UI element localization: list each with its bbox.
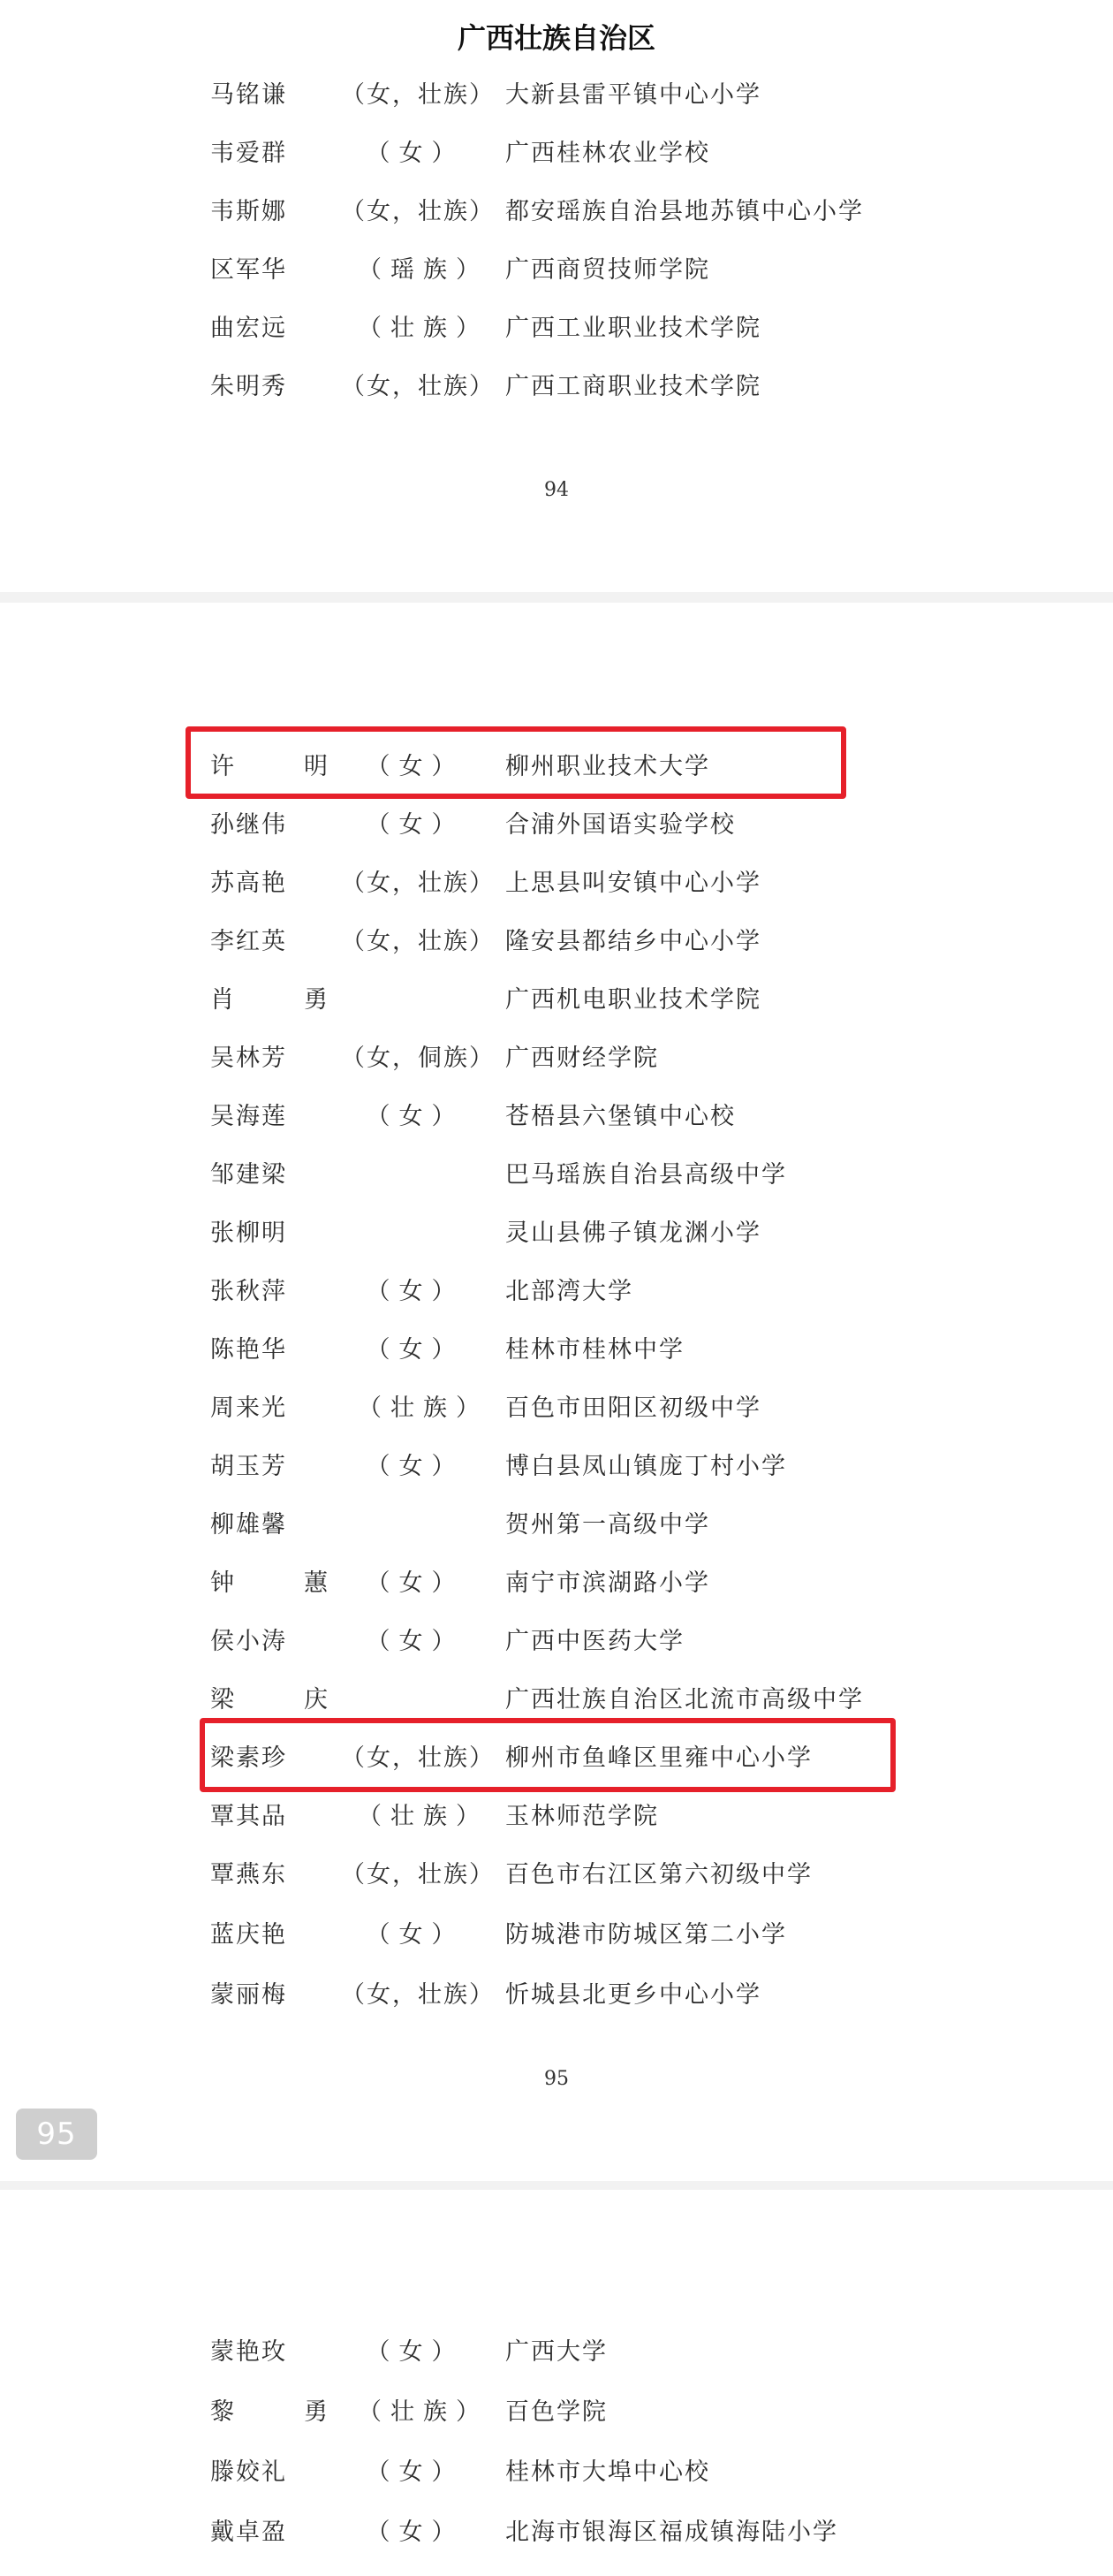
person-tag: （女） [366, 1569, 465, 1597]
school-name: 博白县凤山镇庞丁村小学 [505, 1453, 787, 1480]
list-item [0, 311, 1113, 346]
person-tag: （女，壮族） [341, 1744, 495, 1772]
page-indicator-badge[interactable]: 95 [16, 2109, 97, 2160]
person-tag: （女） [366, 2519, 465, 2546]
highlight-box [200, 1718, 896, 1792]
school-name: 百色学院 [505, 2398, 608, 2426]
person-tag: （女） [366, 1103, 465, 1130]
person-name: 梁素珍 [210, 1744, 287, 1772]
school-name: 广西中医药大学 [505, 1628, 685, 1655]
list-item [0, 1978, 1113, 2013]
school-name: 灵山县佛子镇龙渊小学 [505, 1220, 761, 1247]
person-tag: （壮族） [358, 1803, 488, 1830]
list-item [0, 1333, 1113, 1368]
school-name: 百色市田阳区初级中学 [505, 1394, 761, 1422]
school-name: 广西财经学院 [505, 1045, 659, 1072]
person-name: 侯小涛 [210, 1628, 287, 1655]
person-name: 蓝庆艳 [210, 1921, 287, 1949]
school-name: 忻城县北更乡中心小学 [505, 1981, 761, 2009]
list-item [0, 983, 1113, 1018]
person-name: 张柳明 [210, 1220, 287, 1247]
person-tag: （女） [366, 1453, 465, 1480]
document-page-94 [0, 0, 1113, 592]
person-name: 韦爱群 [210, 140, 287, 167]
region-heading: 广西壮族自治区 [457, 21, 655, 55]
school-name: 北海市银海区福成镇海陆小学 [505, 2519, 838, 2546]
school-name: 贺州第一高级中学 [505, 1511, 710, 1539]
person-name: 钟 蕙 [210, 1569, 351, 1597]
person-name: 马铭谦 [210, 81, 287, 109]
list-item [0, 1041, 1113, 1076]
list-item [0, 808, 1113, 843]
page-number: 95 [544, 2068, 569, 2090]
person-name: 曲宏远 [210, 315, 287, 342]
list-item [0, 136, 1113, 171]
school-name: 广西大学 [505, 2338, 608, 2366]
person-tag: （女） [366, 140, 465, 167]
school-name: 柳州职业技术大学 [505, 753, 710, 780]
list-item [0, 866, 1113, 901]
person-name: 陈艳华 [210, 1336, 287, 1364]
list-item [0, 2395, 1113, 2430]
person-name: 柳雄馨 [210, 1511, 287, 1539]
list-item [0, 1449, 1113, 1485]
person-name: 戴卓盈 [210, 2519, 287, 2546]
list-item [0, 1799, 1113, 1835]
person-name: 肖 勇 [210, 986, 351, 1014]
list-item [0, 1274, 1113, 1310]
person-name: 覃其品 [210, 1803, 287, 1830]
person-tag: （女，壮族） [341, 870, 495, 897]
person-name: 区军华 [210, 256, 287, 284]
person-name: 苏高艳 [210, 870, 287, 897]
school-name: 隆安县都结乡中心小学 [505, 928, 761, 955]
person-tag: （壮族） [358, 2398, 488, 2426]
list-item [0, 2515, 1113, 2550]
list-item [0, 1508, 1113, 1543]
person-name: 蒙艳玫 [210, 2338, 287, 2366]
document-page-next [0, 2190, 1113, 2576]
person-name: 张秋萍 [210, 1278, 287, 1305]
list-item [0, 253, 1113, 288]
list-item [0, 2335, 1113, 2370]
school-name: 都安瑶族自治县地苏镇中心小学 [505, 198, 864, 225]
person-tag: （女） [366, 1278, 465, 1305]
person-tag: （女） [366, 1336, 465, 1364]
school-name: 玉林师范学院 [505, 1803, 659, 1830]
page-number: 94 [544, 479, 569, 501]
school-name: 百色市右江区第六初级中学 [505, 1861, 813, 1888]
school-name: 巴马瑶族自治县高级中学 [505, 1161, 787, 1189]
person-tag: （女） [366, 811, 465, 839]
person-tag: （女） [366, 2458, 465, 2486]
list-item [0, 78, 1113, 113]
person-tag: （女，侗族） [341, 1045, 495, 1072]
list-item [0, 1391, 1113, 1426]
list-item [0, 1624, 1113, 1660]
person-name: 邹建梁 [210, 1161, 287, 1189]
person-tag: （壮族） [358, 315, 488, 342]
person-name: 李红英 [210, 928, 287, 955]
person-tag: （壮族） [358, 1394, 488, 1422]
document-page-95 [0, 603, 1113, 2181]
school-name: 广西商贸技师学院 [505, 256, 710, 284]
school-name: 合浦外国语实验学校 [505, 811, 736, 839]
person-tag: （女） [366, 753, 465, 780]
list-item [0, 1683, 1113, 1718]
school-name: 大新县雷平镇中心小学 [505, 81, 761, 109]
person-tag: （女，壮族） [341, 1981, 495, 2009]
person-name: 朱明秀 [210, 373, 287, 400]
school-name: 广西机电职业技术学院 [505, 986, 761, 1014]
person-tag: （瑶族） [358, 256, 488, 284]
list-item [0, 1158, 1113, 1193]
highlight-box [186, 726, 846, 799]
person-name: 梁 庆 [210, 1686, 351, 1714]
person-tag: （女，壮族） [341, 81, 495, 109]
list-item [0, 1216, 1113, 1251]
school-name: 桂林市大埠中心校 [505, 2458, 710, 2486]
person-name: 黎 勇 [210, 2398, 351, 2426]
person-tag: （女） [366, 1921, 465, 1949]
school-name: 苍梧县六堡镇中心校 [505, 1103, 736, 1130]
person-name: 吴林芳 [210, 1045, 287, 1072]
person-name: 孙继伟 [210, 811, 287, 839]
person-name: 滕姣礼 [210, 2458, 287, 2486]
school-name: 广西桂林农业学校 [505, 140, 710, 167]
person-tag: （女，壮族） [341, 198, 495, 225]
person-name: 覃燕东 [210, 1861, 287, 1888]
school-name: 广西工商职业技术学院 [505, 373, 761, 400]
school-name: 柳州市鱼峰区里雍中心小学 [505, 1744, 813, 1772]
school-name: 上思县叫安镇中心小学 [505, 870, 761, 897]
person-tag: （女，壮族） [341, 928, 495, 955]
person-name: 许 明 [210, 753, 351, 780]
person-tag: （女，壮族） [341, 1861, 495, 1888]
person-name: 吴海莲 [210, 1103, 287, 1130]
list-item [0, 1858, 1113, 1893]
school-name: 桂林市桂林中学 [505, 1336, 685, 1364]
person-tag: （女） [366, 2338, 465, 2366]
school-name: 广西壮族自治区北流市高级中学 [505, 1686, 864, 1714]
person-name: 蒙丽梅 [210, 1981, 287, 2009]
person-tag: （女，壮族） [341, 373, 495, 400]
person-name: 胡玉芳 [210, 1453, 287, 1480]
list-item [0, 1099, 1113, 1135]
school-name: 北部湾大学 [505, 1278, 633, 1305]
list-item [0, 369, 1113, 405]
person-name: 韦斯娜 [210, 198, 287, 225]
person-name: 周来光 [210, 1394, 287, 1422]
list-item [0, 194, 1113, 230]
person-tag: （女） [366, 1628, 465, 1655]
list-item [0, 924, 1113, 960]
school-name: 广西工业职业技术学院 [505, 315, 761, 342]
list-item [0, 1918, 1113, 1953]
school-name: 防城港市防城区第二小学 [505, 1921, 787, 1949]
list-item [0, 2455, 1113, 2490]
list-item [0, 1566, 1113, 1601]
school-name: 南宁市滨湖路小学 [505, 1569, 710, 1597]
